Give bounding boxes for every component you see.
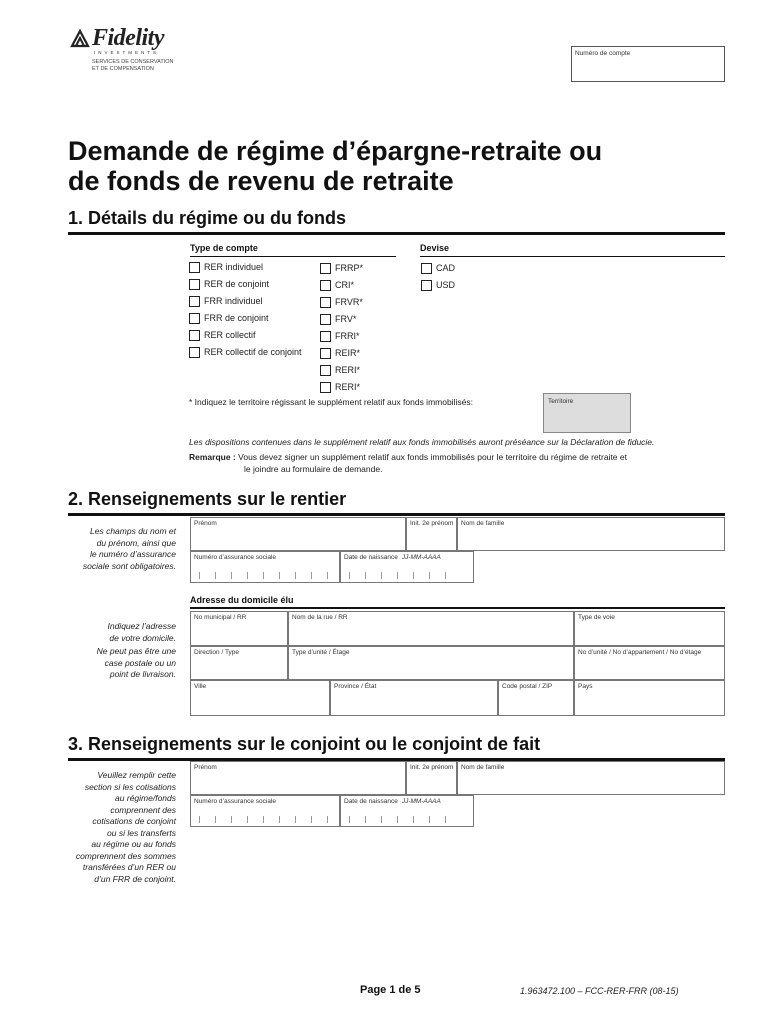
territory-label: Territoire bbox=[548, 398, 574, 405]
checkbox[interactable] bbox=[189, 347, 200, 358]
section1-rule bbox=[68, 232, 725, 235]
checkbox[interactable] bbox=[320, 348, 331, 359]
option-rer-collectif[interactable]: RER collectif bbox=[189, 329, 302, 346]
section2-rule bbox=[68, 513, 725, 516]
title-line1: Demande de régime d’épargne-retraite ou bbox=[68, 136, 603, 166]
checkbox[interactable] bbox=[320, 297, 331, 308]
option-cad[interactable]: CAD bbox=[421, 262, 455, 279]
spouse-last-name-field[interactable]: Nom de famille bbox=[457, 761, 725, 795]
option-frri[interactable]: FRRI* bbox=[320, 330, 363, 347]
address-rule bbox=[190, 607, 725, 609]
dob-tick-marks bbox=[349, 572, 461, 579]
logo-line1: SERVICES DE CONSERVATION bbox=[92, 59, 174, 65]
annuitant-last-name-field[interactable]: Nom de famille bbox=[457, 517, 725, 551]
checkbox[interactable] bbox=[189, 262, 200, 273]
section3-side-note: Veuillez remplir cette section si les cotisations au régime/fonds comprennent des cotisations de conjoint ou si les transferts au régime ou au fonds comprennent des sommes transférées d’un RER ou d’un FRR de conjoint. bbox=[75, 770, 176, 884]
fidelity-logo bbox=[70, 26, 190, 73]
currency-list bbox=[421, 262, 455, 296]
remark-line1: Vous devez signer un supplément relatif aux fonds immobilisés pour le territoire du régime de retraite et bbox=[238, 452, 627, 462]
annuitant-dob-field[interactable]: Date de naissance JJ-MM-AAAA bbox=[340, 551, 474, 583]
option-cri[interactable]: CRI* bbox=[320, 279, 363, 296]
currency-label: Devise bbox=[420, 243, 450, 253]
option-frr-individuel[interactable]: FRR individuel bbox=[189, 295, 302, 312]
section2-side-note3: Ne peut pas être une case postale ou un point de livraison. bbox=[96, 646, 176, 679]
option-reir[interactable]: REIR* bbox=[320, 347, 363, 364]
territory-field[interactable] bbox=[543, 393, 631, 433]
direction-field[interactable]: Direction / Type bbox=[190, 646, 288, 680]
annuitant-initial-field[interactable]: Init. 2e prénom bbox=[406, 517, 457, 551]
option-frv[interactable]: FRV* bbox=[320, 313, 363, 330]
civic-number-field[interactable]: No municipal / RR bbox=[190, 611, 288, 646]
street-type-field[interactable]: Type de voie bbox=[574, 611, 725, 646]
section2-side-note1: Les champs du nom et du prénom, ainsi que le numéro d’assurance sociale sont obligatoires. bbox=[82, 526, 176, 571]
annuitant-first-name-field[interactable]: Prénom bbox=[190, 517, 406, 551]
checkbox[interactable] bbox=[320, 280, 331, 291]
address-title: Adresse du domicile élu bbox=[190, 595, 294, 605]
account-type-left-list bbox=[189, 261, 302, 363]
account-type-label: Type de compte bbox=[190, 243, 258, 253]
unit-number-field[interactable]: No d’unité / No d’appartement / No d’étage bbox=[574, 646, 725, 680]
option-reri-1[interactable]: RERI* bbox=[320, 364, 363, 381]
section3-title: 3. Renseignements sur le conjoint ou le conjoint de fait bbox=[68, 734, 541, 754]
checkbox[interactable] bbox=[189, 313, 200, 324]
account-number-label: Numéro de compte bbox=[575, 50, 631, 57]
spouse-dob-field[interactable]: Date de naissance JJ-MM-AAAA bbox=[340, 795, 474, 827]
remark-label: Remarque : bbox=[189, 452, 236, 462]
account-number-field[interactable] bbox=[571, 46, 725, 82]
checkbox[interactable] bbox=[320, 314, 331, 325]
checkbox[interactable] bbox=[421, 280, 432, 291]
title-line2: de fonds de revenu de retraite bbox=[68, 166, 454, 196]
province-field[interactable]: Province / État bbox=[330, 680, 498, 716]
remark bbox=[189, 451, 729, 463]
form-code: 1.963472.100 – FCC-RER-FRR (08-15) bbox=[520, 986, 679, 996]
disclaimer: Les dispositions contenues dans le supplément relatif aux fonds immobilisés auront préséance sur la Déclaration de fiducie. bbox=[189, 437, 655, 447]
account-type-mid-list bbox=[320, 262, 363, 398]
sin-tick-marks bbox=[199, 572, 343, 579]
page-title bbox=[68, 136, 708, 196]
option-usd[interactable]: USD bbox=[421, 279, 455, 296]
checkbox[interactable] bbox=[320, 263, 331, 274]
unit-type-field[interactable]: Type d’unité / Étage bbox=[288, 646, 574, 680]
fidelity-pyramid-icon bbox=[70, 28, 90, 48]
spouse-sin-field[interactable]: Numéro d’assurance sociale bbox=[190, 795, 340, 827]
checkbox[interactable] bbox=[189, 279, 200, 290]
checkbox[interactable] bbox=[320, 382, 331, 393]
logo-line2: ET DE COMPENSATION bbox=[92, 66, 154, 72]
remark-line2: le joindre au formulaire de demande. bbox=[244, 464, 383, 474]
spouse-first-name-field[interactable]: Prénom bbox=[190, 761, 406, 795]
checkbox[interactable] bbox=[320, 331, 331, 342]
option-frr-conjoint[interactable]: FRR de conjoint bbox=[189, 312, 302, 329]
city-field[interactable]: Ville bbox=[190, 680, 330, 716]
account-type-rule bbox=[190, 256, 396, 257]
option-rer-individuel[interactable]: RER individuel bbox=[189, 261, 302, 278]
territory-prompt: * Indiquez le territoire régissant le supplément relatif aux fonds immobilisés: bbox=[189, 397, 473, 407]
logo-sub: INVESTMENTS bbox=[94, 50, 160, 55]
checkbox[interactable] bbox=[320, 365, 331, 376]
spouse-dob-tick-marks bbox=[349, 816, 461, 823]
currency-rule bbox=[420, 256, 725, 257]
checkbox[interactable] bbox=[189, 296, 200, 307]
section2-title: 2. Renseignements sur le rentier bbox=[68, 489, 347, 509]
option-frvr[interactable]: FRVR* bbox=[320, 296, 363, 313]
section1-title: 1. Détails du régime ou du fonds bbox=[68, 208, 347, 228]
checkbox[interactable] bbox=[189, 330, 200, 341]
page-number: Page 1 de 5 bbox=[360, 984, 421, 996]
logo-brand: Fidelity bbox=[92, 25, 164, 51]
country-field[interactable]: Pays bbox=[574, 680, 725, 716]
spouse-initial-field[interactable]: Init. 2e prénom bbox=[406, 761, 457, 795]
section2-side-note2: Indiquez l’adresse de votre domicile. bbox=[107, 621, 176, 643]
street-name-field[interactable]: Nom de la rue / RR bbox=[288, 611, 574, 646]
option-rer-collectif-conjoint[interactable]: RER collectif de conjoint bbox=[189, 346, 302, 363]
option-reri-2[interactable]: RERI* bbox=[320, 381, 363, 398]
annuitant-sin-field[interactable]: Numéro d’assurance sociale bbox=[190, 551, 340, 583]
option-rer-conjoint[interactable]: RER de conjoint bbox=[189, 278, 302, 295]
spouse-sin-tick-marks bbox=[199, 816, 343, 823]
option-frrp[interactable]: FRRP* bbox=[320, 262, 363, 279]
checkbox[interactable] bbox=[421, 263, 432, 274]
postal-code-field[interactable]: Code postal / ZIP bbox=[498, 680, 574, 716]
